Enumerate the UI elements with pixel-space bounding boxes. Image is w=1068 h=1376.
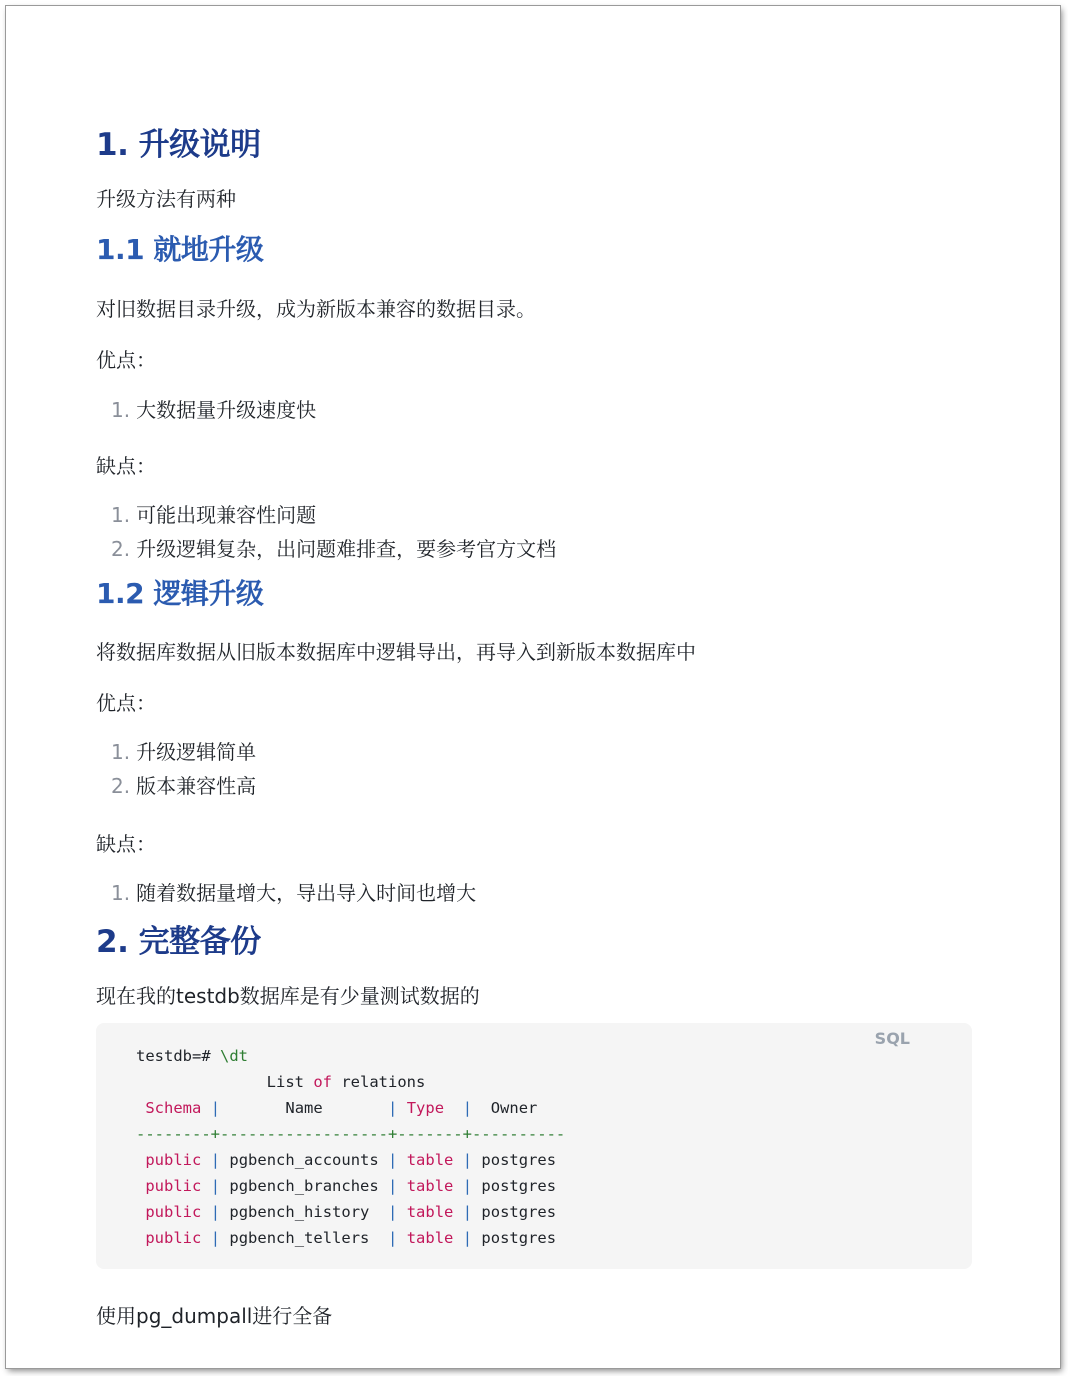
in-place-cons-list: [96, 498, 556, 566]
cell-schema: public: [145, 1229, 202, 1247]
psql-command: \dt: [220, 1047, 248, 1065]
cell-name: pgbench_branches: [229, 1177, 379, 1195]
list-item: 2. 升级逻辑复杂，出问题难排查，要参考官方文档: [111, 537, 557, 561]
cell-owner: postgres: [481, 1177, 557, 1195]
in-place-pros-list: [96, 393, 316, 427]
in-place-pros-label: 优点：: [96, 348, 156, 372]
cell-name: pgbench_accounts: [229, 1151, 379, 1169]
code-content: testdb=# \dt List of relations Schema | Name | Type | Owner --------+------------------+-------+---------- public | pgbench_accounts | table | postgres public | pgbench_branches | table | postgres public | pgbench_history | table | postgres public | pgbench_tellers | table | postgres: [136, 1047, 566, 1247]
table-separator: --------+------------------+-------+----------: [136, 1125, 566, 1143]
cell-owner: postgres: [481, 1151, 557, 1169]
list-item: 1. 大数据量升级速度快: [111, 398, 317, 422]
cell-schema: public: [145, 1203, 202, 1221]
logical-description: 将数据库数据从旧版本数据库中逻辑导出，再导入到新版本数据库中: [96, 640, 696, 664]
cell-type: table: [406, 1177, 454, 1195]
psql-prompt: testdb=#: [136, 1047, 211, 1065]
cell-schema: public: [145, 1151, 202, 1169]
list-item: 2. 版本兼容性高: [111, 774, 257, 798]
header-type: Type: [406, 1099, 445, 1117]
cell-type: table: [406, 1229, 454, 1247]
cell-owner: postgres: [481, 1203, 557, 1221]
code-block: [96, 1023, 972, 1269]
list-title-word: of: [313, 1073, 332, 1091]
cell-schema: public: [145, 1177, 202, 1195]
code-language-label: SQL: [874, 1029, 910, 1048]
logical-cons-label: 缺点：: [96, 832, 156, 856]
list-item: 1. 可能出现兼容性问题: [111, 503, 317, 527]
in-place-cons-label: 缺点：: [96, 454, 156, 478]
heading-in-place-upgrade: 1.1 就地升级: [96, 233, 264, 266]
testdb-intro: 现在我的testdb数据库是有少量测试数据的: [96, 984, 480, 1008]
logical-pros-list: [96, 735, 256, 803]
heading-upgrade-notes: 1. 升级说明: [96, 127, 261, 163]
cell-name: pgbench_tellers: [229, 1229, 370, 1247]
list-title-word: List: [266, 1073, 304, 1091]
logical-cons-list: [96, 876, 476, 910]
pg-dumpall-note: 使用pg_dumpall进行全备: [96, 1304, 333, 1328]
cell-owner: postgres: [481, 1229, 557, 1247]
header-name: Name: [285, 1099, 323, 1117]
header-schema: Schema: [145, 1099, 202, 1117]
logical-pros-label: 优点：: [96, 691, 156, 715]
heading-logical-upgrade: 1.2 逻辑升级: [96, 577, 264, 610]
cell-type: table: [406, 1151, 454, 1169]
list-item: 1. 升级逻辑简单: [111, 740, 257, 764]
list-item: 1. 随着数据量增大，导出导入时间也增大: [111, 881, 477, 905]
document-page: [6, 6, 1060, 1368]
list-title-word: relations: [341, 1073, 426, 1091]
in-place-description: 对旧数据目录升级，成为新版本兼容的数据目录。: [96, 297, 536, 321]
cell-type: table: [406, 1203, 454, 1221]
heading-full-backup: 2. 完整备份: [96, 924, 261, 960]
upgrade-methods-intro: 升级方法有两种: [96, 187, 236, 211]
cell-name: pgbench_history: [229, 1203, 370, 1221]
header-owner: Owner: [490, 1099, 538, 1117]
